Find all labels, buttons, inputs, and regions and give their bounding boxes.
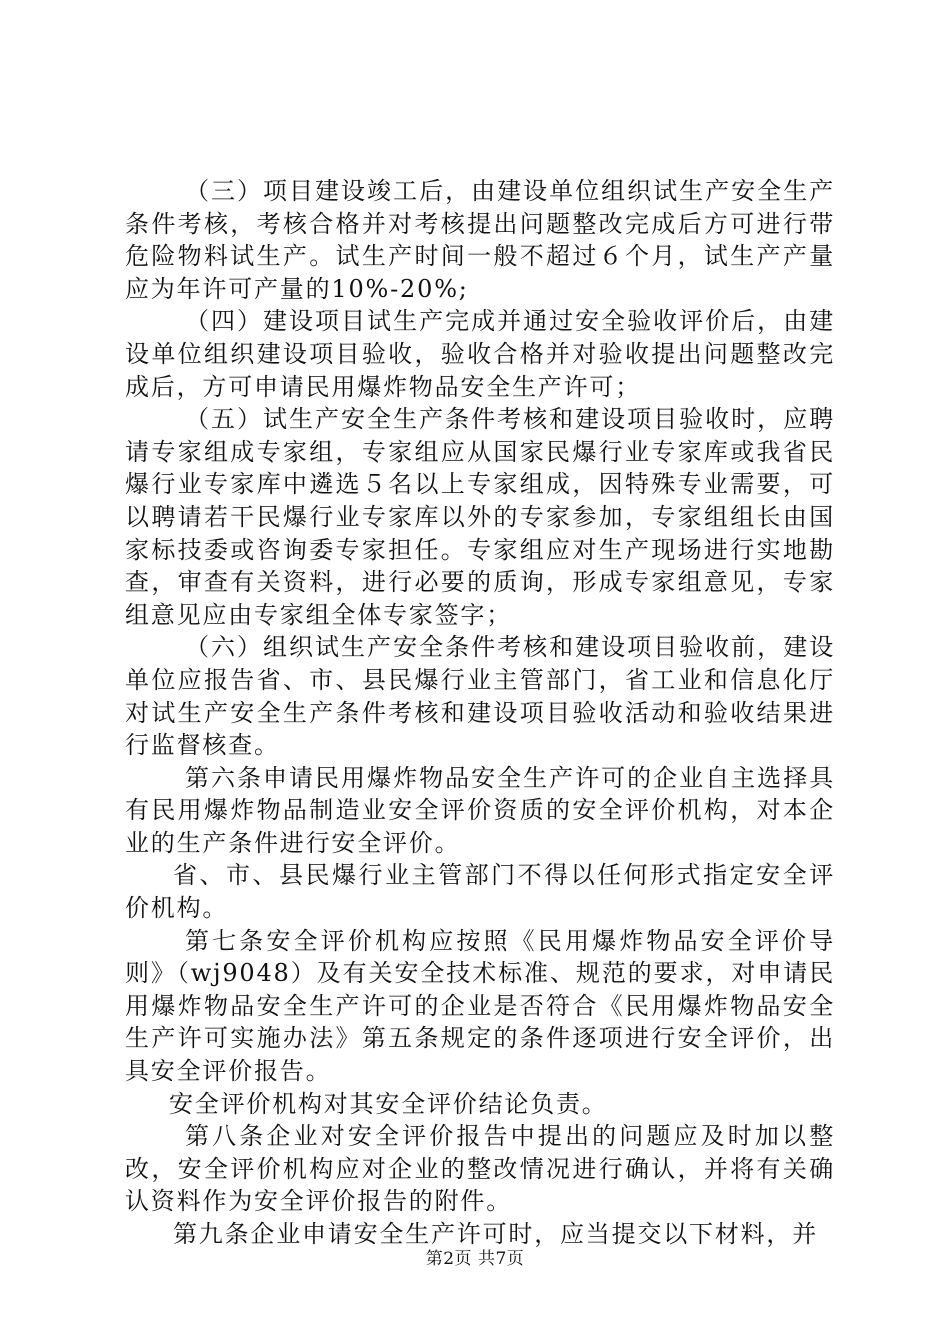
paragraph-item-6: （六）组织试生产安全条件考核和建设项目验收前，建设单位应报告省、市、县民爆行业主管部门，省工业和信息化厅对试生产安全生产条件考核和建设项目验收活动和验收结果进行监督核查。 <box>125 633 835 760</box>
page-number-footer: 第2页 共7页 <box>425 1249 525 1269</box>
document-body <box>125 175 835 1251</box>
paragraph-item-4: （四）建设项目试生产完成并通过安全验收评价后，由建设单位组织建设项目验收，验收合格并对验收提出问题整改完成后，方可申请民用爆炸物品安全生产许可； <box>125 307 835 401</box>
paragraph-article-7: 第七条安全评价机构应按照《民用爆炸物品安全评价导则》（wj9048）及有关安全技术标准、规范的要求，对申请民用爆炸物品安全生产许可的企业是否符合《民用爆炸物品安全生产许可实施办法》第五条规定的条件逐项进行安全评价，出具安全评价报告。 <box>125 926 835 1086</box>
paragraph-article-8: 第八条企业对安全评价报告中提出的问题应及时加以整改，安全评价机构应对企业的整改情况进行确认，并将有关确认资料作为安全评价报告的附件。 <box>125 1122 835 1216</box>
paragraph-evaluation-responsibility: 安全评价机构对其安全评价结论负责。 <box>169 1089 608 1118</box>
paragraph-article-6: 第六条申请民用爆炸物品安全生产许可的企业自主选择具有民用爆炸物品制造业安全评价资质的安全评价机构，对本企业的生产条件进行安全评价。 <box>125 763 835 857</box>
paragraph-item-3: （三）项目建设竣工后，由建设单位组织试生产安全生产条件考核，考核合格并对考核提出问题整改完成后方可进行带危险物料试生产。试生产时间一般不超过６个月，试生产产量应为年许可产量的10%-20%; <box>125 177 835 303</box>
paragraph-item-5: （五）试生产安全生产条件考核和建设项目验收时，应聘请专家组成专家组，专家组应从国家民爆行业专家库或我省民爆行业专家库中遴选５名以上专家组成，因特殊专业需要，可以聘请若干民爆行业专家库以外的专家参加，专家组组长由国家标技委或咨询委专家担任。专家组应对生产现场进行实地勘查，审查有关资料，进行必要的质询，形成专家组意见，专家组意见应由专家组全体专家签字； <box>125 405 835 629</box>
paragraph-article-9: 第九条企业申请安全生产许可时，应当提交以下材料，并 <box>173 1220 818 1248</box>
paragraph-no-designation: 省、市、县民爆行业主管部门不得以任何形式指定安全评价机构。 <box>125 861 835 923</box>
